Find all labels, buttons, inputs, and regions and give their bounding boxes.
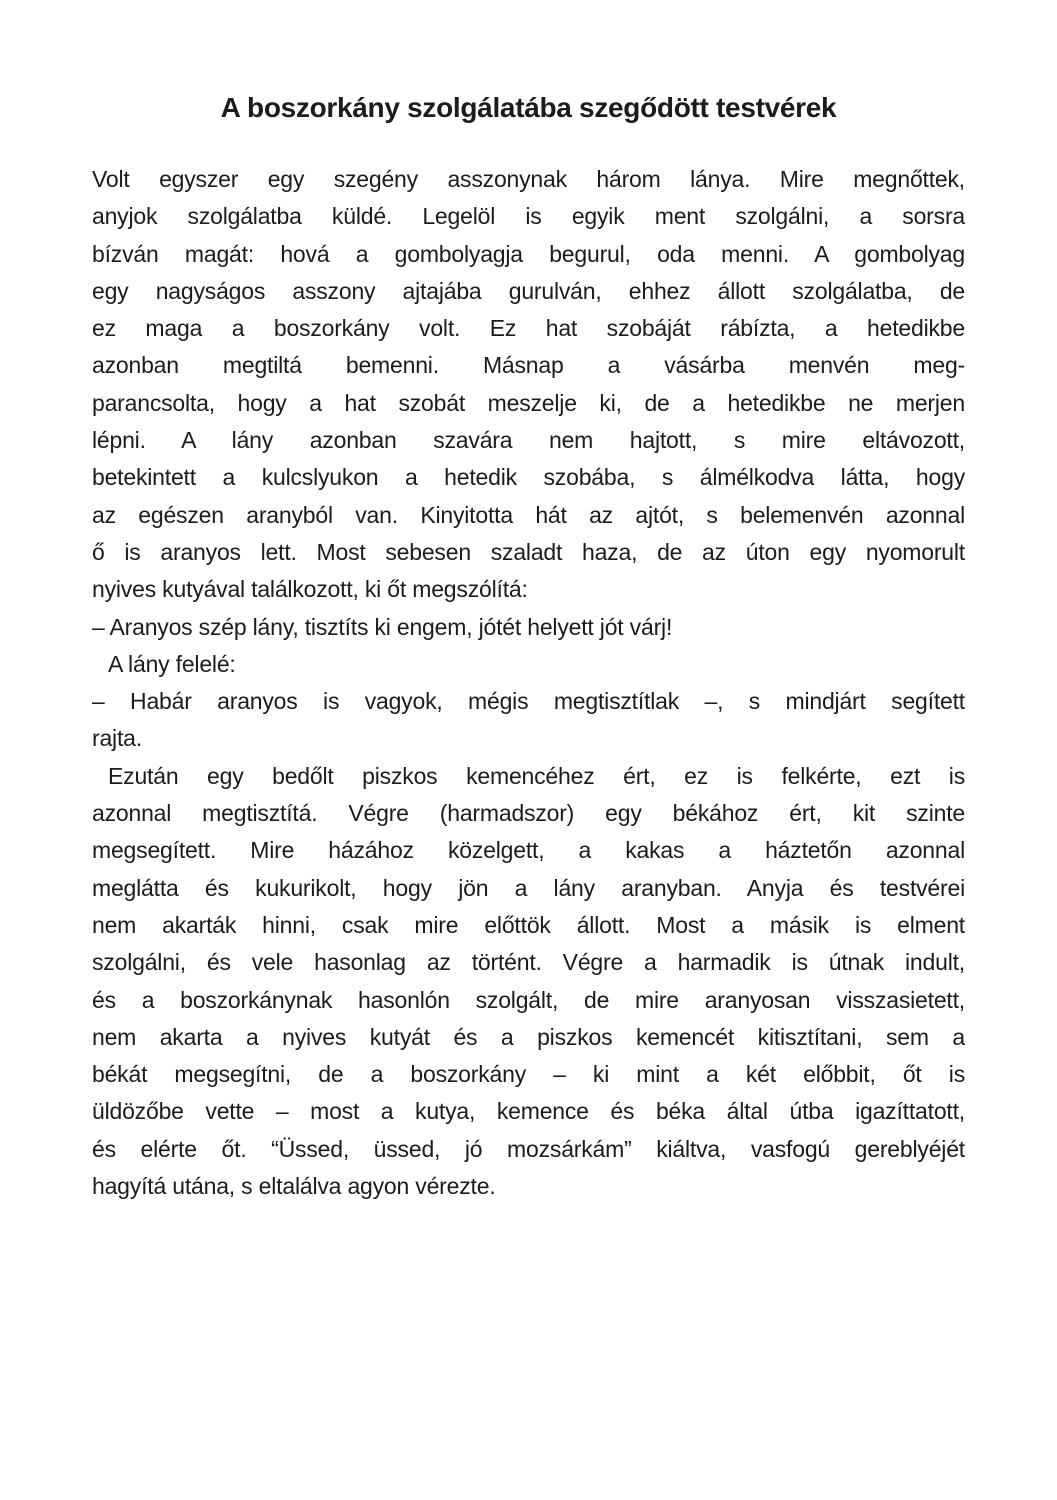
text-line: meglátta és kukurikolt, hogy jön a lány aranyban. Anyja és testvérei — [92, 874, 965, 901]
text-line: A lány felelé: — [108, 650, 236, 677]
text-line: lépni. A lány azonban szavára nem hajtott, s mire eltávozott, — [92, 427, 965, 454]
text-line: megsegített. Mire házához közelgett, a kakas a háztetőn azonnal — [92, 837, 965, 864]
text-line: az egészen aranyból van. Kinyitotta hát az ajtót, s belemenvén azonnal — [92, 501, 965, 528]
text-line: üldözőbe vette – most a kutya, kemence és béka által útba igazíttatott, — [92, 1098, 965, 1125]
text-line: – Aranyos szép lány, tisztíts ki engem, jótét helyett jót várj! — [92, 613, 673, 640]
text-line: és a boszorkánynak hasonlón szolgált, de mire aranyosan visszasietett, — [92, 986, 965, 1013]
text-line: azonban megtiltá bemenni. Másnap a vásárba menvén meg- — [92, 352, 965, 379]
text-line: anyjok szolgálatba küldé. Legelöl is egyik ment szolgálni, a sorsra — [92, 203, 965, 230]
text-line: ő is aranyos lett. Most sebesen szaladt haza, de az úton egy nyomorult — [92, 538, 965, 565]
text-line: azonnal megtisztítá. Végre (harmadszor) egy békához ért, kit szinte — [92, 800, 965, 827]
text-line: nem akarta a nyives kutyát és a piszkos kemencét kitisztítani, sem a — [92, 1023, 965, 1050]
page-title: A boszorkány szolgálatába szegődött testvérek — [220, 92, 837, 123]
text-line: betekintett a kulcslyukon a hetedik szobába, s álmélkodva látta, hogy — [92, 464, 965, 491]
text-line: hagyítá utána, s eltalálva agyon vérezte. — [92, 1173, 496, 1200]
text-line: rajta. — [92, 725, 142, 752]
text-line: és elérte őt. “Üssed, üssed, jó mozsárkám” kiáltva, vasfogú gereblyéjét — [92, 1135, 965, 1162]
text-line: nyives kutyával találkozott, ki őt megszólítá: — [92, 576, 528, 603]
text-line: szolgálni, és vele hasonlag az történt. Végre a harmadik is útnak indult, — [92, 949, 965, 976]
text-line: parancsolta, hogy a hat szobát meszelje ki, de a hetedikbe ne merjen — [92, 389, 965, 416]
text-line: bízván magát: hová a gombolyagja begurul, oda menni. A gombolyag — [92, 240, 965, 267]
story-body — [92, 161, 965, 1205]
text-line: egy nagyságos asszony ajtajába gurulván, ehhez állott szolgálatba, de — [92, 277, 965, 304]
text-line: békát megsegítni, de a boszorkány – ki mint a két előbbit, őt is — [92, 1061, 965, 1088]
text-line: ez maga a boszorkány volt. Ez hat szobáját rábízta, a hetedikbe — [92, 315, 965, 342]
text-line: nem akarták hinni, csak mire előttök állott. Most a másik is elment — [92, 911, 965, 938]
text-line: Volt egyszer egy szegény asszonynak három lánya. Mire megnőttek, — [92, 166, 965, 192]
text-line: – Habár aranyos is vagyok, mégis megtisztítlak –, s mindjárt segített — [92, 688, 965, 715]
text-line: Ezután egy bedőlt piszkos kemencéhez ért, ez is felkérte, ezt is — [108, 762, 965, 789]
